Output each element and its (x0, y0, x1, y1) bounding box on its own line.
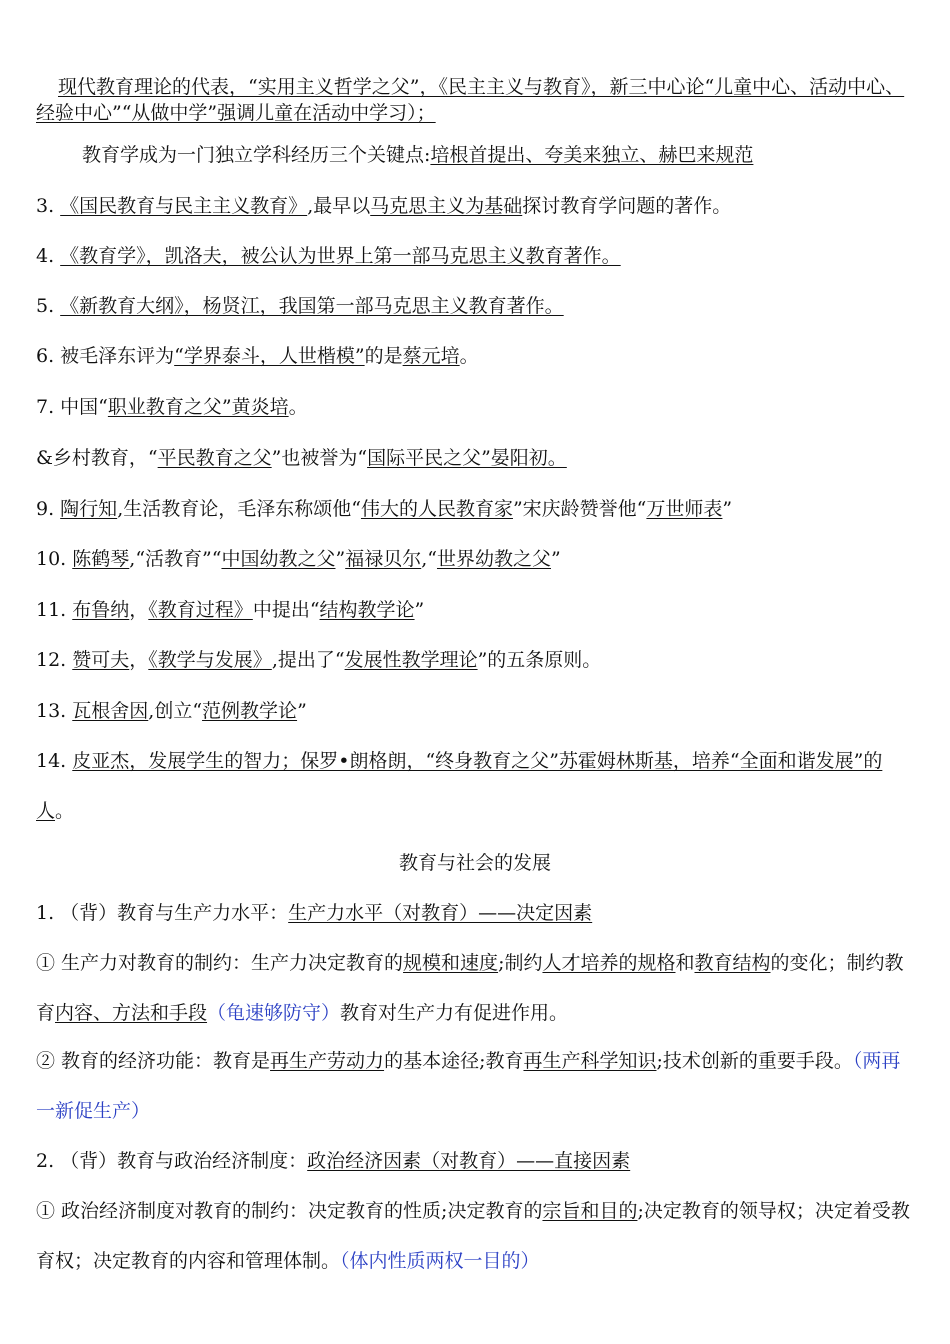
section-point-1-sub-1 (36, 938, 912, 1038)
item-number: 9. (36, 498, 61, 520)
text-highlight: 国际平民之父”晏阳初。 (367, 447, 567, 469)
list-item-6 (36, 343, 912, 369)
text: &乡村教育，“ (36, 447, 158, 469)
text: ” (297, 700, 307, 722)
section-point-1-sub-2 (36, 1036, 912, 1136)
section-point-1 (36, 900, 912, 926)
section-title: 教育与社会的发展 (398, 852, 551, 874)
item-number: 11. (36, 599, 73, 621)
text-highlight: 教育结构 (694, 952, 771, 974)
person-name: 福禄贝尔 (345, 548, 422, 570)
person-name: 布鲁纳 (72, 599, 130, 621)
text: ” (414, 599, 425, 621)
book-title: 《教育过程》 (148, 599, 253, 621)
text: 1. （背）教育与生产力水平： (36, 902, 289, 924)
paragraph-dewey (36, 74, 912, 126)
text: ,“活教育”“ (129, 548, 222, 570)
text: ① 生产力对教育的制约：生产力决定教育的 (36, 952, 404, 974)
text: ;决定教育的领导权；决定着受教育权；决定教育的内容和管理体制。 (36, 1200, 910, 1272)
list-item-5 (36, 293, 912, 319)
text: 2. （背）教育与政治经济制度： (36, 1150, 308, 1172)
text: ”宋庆龄赞誉他“ (512, 498, 647, 520)
text-highlight: 人才培养的规格 (542, 952, 676, 974)
list-item-13 (36, 698, 912, 724)
mnemonic: （两再一新促生产） (36, 1050, 901, 1122)
text: 中提出“ (252, 599, 320, 621)
text: ” (335, 548, 346, 570)
text-milestones-value: 培根首提出、夸美来独立、赫巴来规范 (430, 144, 754, 166)
text-highlight: 《教育学》，凯洛夫，被公认为世界上第一部马克思主义教育著作。 (60, 245, 621, 267)
text-highlight: 规模和速度 (403, 952, 499, 974)
text: ” (551, 548, 561, 570)
section-point-2-sub-1 (36, 1186, 912, 1286)
text: ” (722, 498, 733, 520)
text: 6. 被毛泽东评为 (36, 345, 175, 367)
text: 的是 (364, 345, 403, 367)
section-point-2 (36, 1148, 912, 1174)
paragraph-pedagogy-milestones (36, 142, 950, 168)
text-highlight: 宗旨和目的 (542, 1200, 638, 1222)
text-highlight: 《新教育大纲》，杨贤江，我国第一部马克思主义教育著作。 (60, 295, 564, 317)
text-highlight: 范例教学论 (202, 700, 298, 722)
text-dewey-detail: “实用主义哲学之父”，《民主主义与教育》，新三中心论“儿童中心、活动中心、经验中心”“从做中学”强调儿童在活动中学习）； (36, 76, 905, 124)
text: ;技术创新的重要手段。 (656, 1050, 853, 1072)
item-number: 10. (36, 548, 73, 570)
text-highlight: 发展性教学理论 (344, 649, 478, 671)
book-title: 《国民教育与民主主义教育》 (60, 195, 308, 217)
list-item-10 (36, 546, 912, 572)
text-highlight: 平民教育之父 (157, 447, 272, 469)
item-number: 3. (36, 195, 61, 217)
text-highlight: 中国幼教之父 (221, 548, 336, 570)
text: ,“ (421, 548, 437, 570)
text-highlight: 职业教育之父”黄炎培 (107, 396, 289, 418)
book-title: 《教学与发展》 (148, 649, 272, 671)
text: ;制约 (498, 952, 543, 974)
list-item-7 (36, 394, 912, 420)
list-item-8 (36, 445, 912, 471)
text: ， (129, 599, 149, 621)
text-highlight: 世界幼教之父 (436, 548, 551, 570)
text: 。 (459, 345, 479, 367)
text: ,创立“ (148, 700, 203, 722)
item-number: 14. (36, 750, 73, 772)
person-name: 瓦根舍因 (72, 700, 149, 722)
text: 。 (288, 396, 308, 418)
text: 探讨教育学问题的著作。 (522, 195, 732, 217)
person-name: 陈鹤琴 (72, 548, 130, 570)
list-item-12 (36, 647, 912, 673)
text-highlight: 内容、方法和手段 (55, 1002, 208, 1024)
text-highlight: 结构教学论 (319, 599, 415, 621)
text: 和 (675, 952, 695, 974)
text: ,最早以 (307, 195, 371, 217)
list-item-4 (36, 243, 912, 269)
text-milestones-label: 教育学成为一门独立学科经历三个关键点: (82, 144, 431, 166)
text: ① 政治经济制度对教育的制约：决定教育的性质;决定教育的 (36, 1200, 543, 1222)
text-highlight: 皮亚杰，发展学生的智力；保罗•朗格朗，“终身教育之父”苏霍姆林斯基，培养“全面和谐发展”的人 (36, 750, 883, 822)
text: 的基本途径;教育 (384, 1050, 524, 1072)
text-highlight: 再生产科学知识 (523, 1050, 657, 1072)
list-item-3 (36, 193, 912, 219)
text-highlight: 再生产劳动力 (270, 1050, 385, 1072)
text-highlight: 伟大的人民教育家 (360, 498, 513, 520)
text: ② 教育的经济功能：教育是 (36, 1050, 271, 1072)
text-highlight: 万世师表 (646, 498, 723, 520)
text: ”的五条原则。 (477, 649, 602, 671)
text-highlight: 马克思主义为基础 (370, 195, 523, 217)
item-number: 12. (36, 649, 73, 671)
list-item-11 (36, 597, 912, 623)
item-number: 5. (36, 295, 61, 317)
text-highlight: “学界泰斗，人世楷模” (174, 345, 365, 367)
mnemonic: （龟速够防守） (207, 1002, 341, 1024)
text: 7. 中国“ (36, 396, 108, 418)
list-item-9 (36, 496, 912, 522)
text: ”也被誉为“ (271, 447, 368, 469)
list-item-14 (36, 736, 912, 836)
person-name: 蔡元培 (402, 345, 460, 367)
mnemonic: （体内性质两权一目的） (340, 1250, 540, 1272)
text: ,提出了“ (271, 649, 345, 671)
text: ,生活教育论，毛泽东称颂他“ (117, 498, 361, 520)
text-dewey-intro: 现代教育理论的代表， (58, 76, 249, 98)
text-highlight: 生产力水平（对教育）——决定因素 (288, 902, 593, 924)
item-number: 13. (36, 700, 73, 722)
item-number: 4. (36, 245, 61, 267)
person-name: 赞可夫 (72, 649, 130, 671)
text: 的变化；制约教育 (36, 952, 904, 1024)
person-name: 陶行知 (60, 498, 118, 520)
text-highlight: 政治经济因素（对教育）——直接因素 (307, 1150, 631, 1172)
text: ， (129, 649, 149, 671)
text: 教育对生产力有促进作用。 (340, 1002, 569, 1024)
text: 。 (55, 800, 75, 822)
